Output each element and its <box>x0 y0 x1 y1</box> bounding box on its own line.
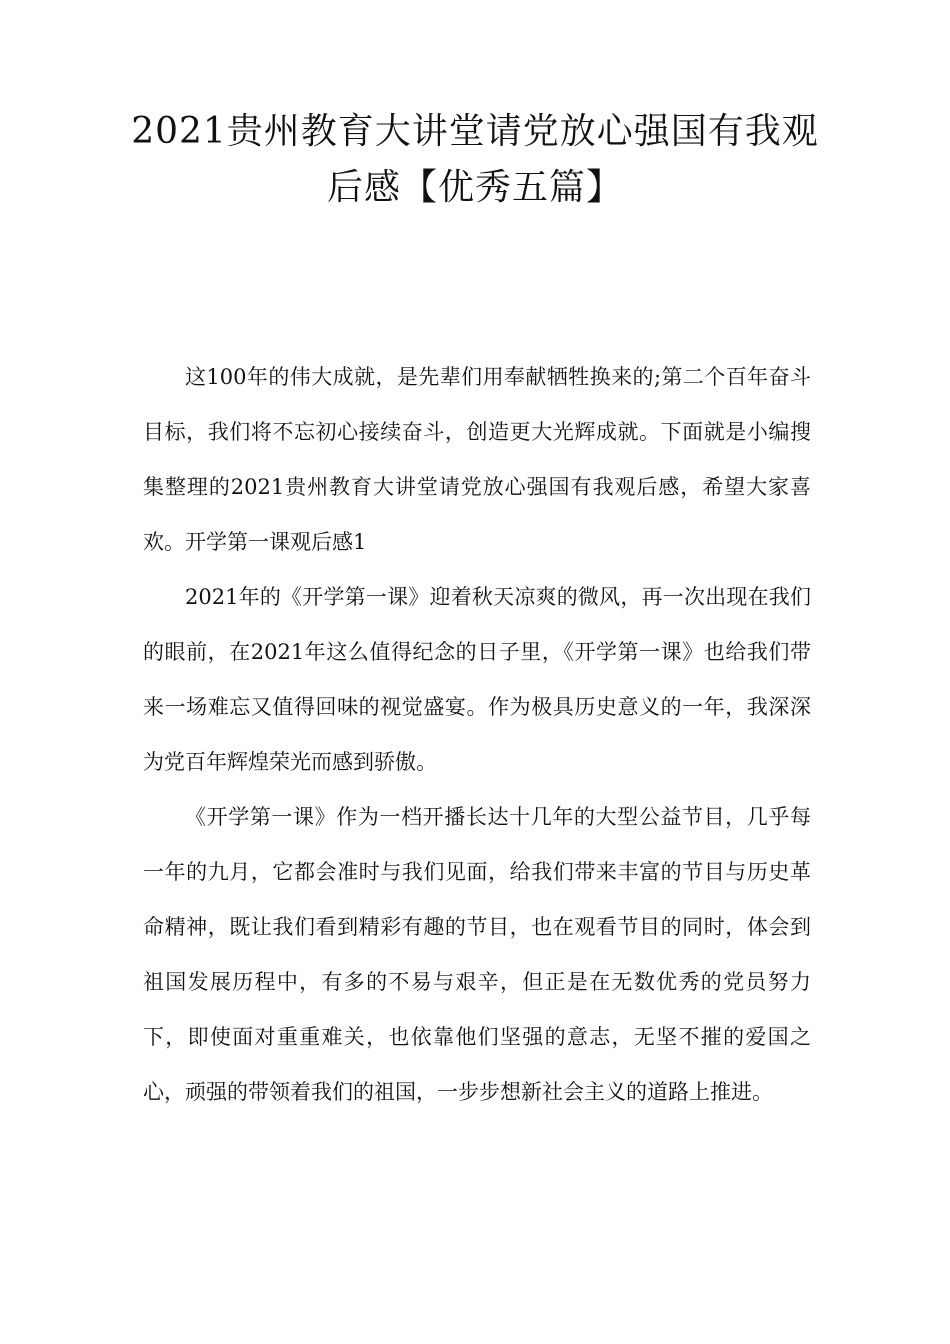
paragraph-2: 2021年的《开学第一课》迎着秋天凉爽的微风，再一次出现在我们的眼前，在2021年这么值得纪念的日子里，《开学第一课》也给我们带来一场难忘又值得回味的视觉盛宴。作为极具历史意义的一年，我深深为党百年辉煌荣光而感到骄傲。 <box>143 585 811 774</box>
paragraph-3: 《开学第一课》作为一档开播长达十几年的大型公益节目，几乎每一年的九月，它都会准时与我们见面，给我们带来丰富的节目与历史革命精神，既让我们看到精彩有趣的节目，也在观看节目的同时，体会到祖国发展历程中，有多的不易与艰辛，但正是在无数优秀的党员努力下，即使面对重重难关，也依靠他们坚强的意志，无坚不摧的爱国之心，顽强的带领着我们的祖国，一步步想新社会主义的道路上推进。 <box>143 805 811 1104</box>
document-title: 2021贵州教育大讲堂请党放心强国有我观后感【优秀五篇】 <box>131 111 819 208</box>
paragraph-intro: 这100年的伟大成就，是先辈们用奉献牺牲换来的;第二个百年奋斗目标，我们将不忘初心接续奋斗，创造更大光辉成就。下面就是小编搜集整理的2021贵州教育大讲堂请党放心强国有我观后感，希望大家喜欢。开学第一课观后感1 <box>143 365 811 554</box>
document-body <box>143 350 811 1120</box>
